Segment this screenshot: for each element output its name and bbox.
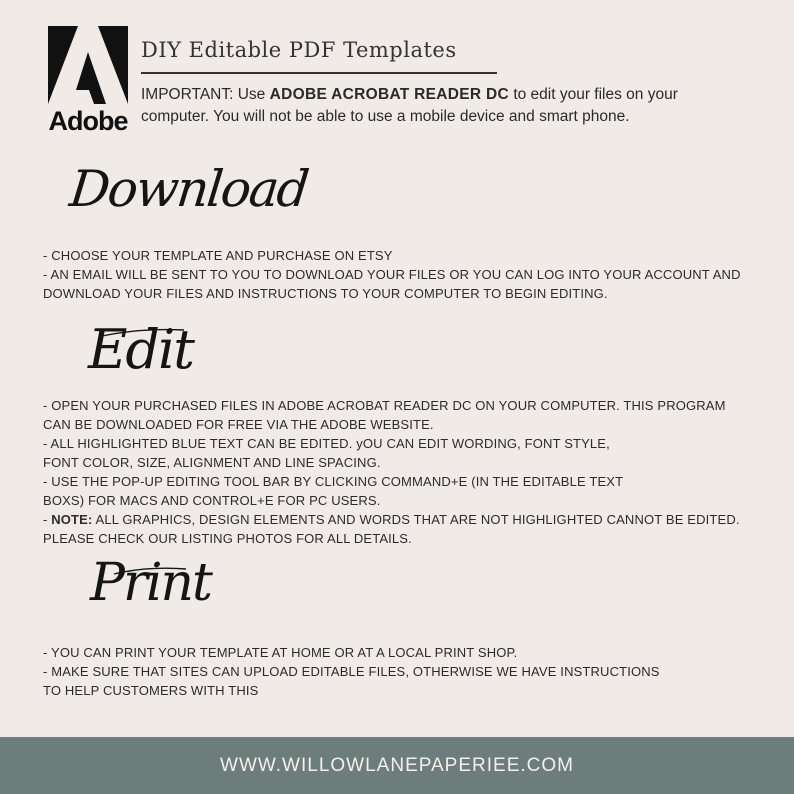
edit-line: FONT COLOR, SIZE, ALIGNMENT AND LINE SPACING. (43, 455, 381, 470)
print-line: TO HELP CUSTOMERS WITH THIS (43, 683, 259, 698)
download-instructions (43, 246, 741, 303)
print-heading: Print (90, 553, 211, 613)
edit-line: BOXS) FOR MACS AND CONTROL+E FOR PC USERS. (43, 493, 381, 508)
print-line: - YOU CAN PRINT YOUR TEMPLATE AT HOME OR AT A LOCAL PRINT SHOP. (43, 645, 518, 660)
note-label: NOTE: (51, 512, 93, 527)
edit-heading: Edit (88, 318, 193, 381)
download-line: - CHOOSE YOUR TEMPLATE AND PURCHASE ON ETSY (43, 248, 393, 263)
print-line: - MAKE SURE THAT SITES CAN UPLOAD EDITABLE FILES, OTHERWISE WE HAVE INSTRUCTIONS (43, 664, 660, 679)
edit-instructions (43, 396, 740, 548)
edit-flourish (100, 326, 186, 340)
important-notice (141, 84, 721, 128)
note-text: ALL GRAPHICS, DESIGN ELEMENTS AND WORDS THAT ARE NOT HIGHLIGHTED CANNOT BE EDITED. (92, 512, 740, 527)
page-title: DIY Editable PDF Templates (141, 38, 457, 62)
print-flourish (112, 564, 188, 578)
download-heading: Download (66, 160, 311, 218)
adobe-logo (48, 26, 128, 136)
download-line: DOWNLOAD YOUR FILES AND INSTRUCTIONS TO YOUR COMPUTER TO BEGIN EDITING. (43, 286, 608, 301)
print-instructions (43, 643, 660, 700)
important-prefix: IMPORTANT: Use (141, 86, 270, 103)
title-divider (141, 72, 497, 74)
important-suffix: to edit your files on your computer. You will not be able to use a mobile device and smart phone. (141, 86, 678, 125)
edit-line: - OPEN YOUR PURCHASED FILES IN ADOBE ACROBAT READER DC ON YOUR COMPUTER. THIS PROGRAM (43, 398, 726, 413)
edit-note-line (43, 510, 740, 529)
footer-url: WWW.WILLOWLANEPAPERIEE.COM (220, 754, 574, 776)
adobe-logo-icon (48, 26, 128, 104)
edit-note-line: PLEASE CHECK OUR LISTING PHOTOS FOR ALL DETAILS. (43, 531, 412, 546)
edit-line: - USE THE POP-UP EDITING TOOL BAR BY CLICKING COMMAND+E (IN THE EDITABLE TEXT (43, 474, 624, 489)
important-bold: ADOBE ACROBAT READER DC (269, 86, 510, 103)
download-line: - AN EMAIL WILL BE SENT TO YOU TO DOWNLOAD YOUR FILES OR YOU CAN LOG INTO YOUR ACCOUNT AND (43, 267, 741, 282)
adobe-wordmark: Adobe (48, 106, 128, 136)
footer-banner (0, 737, 794, 794)
edit-line: CAN BE DOWNLOADED FOR FREE VIA THE ADOBE WEBSITE. (43, 417, 434, 432)
note-prefix: - (43, 512, 52, 527)
edit-line: - ALL HIGHLIGHTED BLUE TEXT CAN BE EDITED. yOU CAN EDIT WORDING, FONT STYLE, (43, 436, 610, 451)
